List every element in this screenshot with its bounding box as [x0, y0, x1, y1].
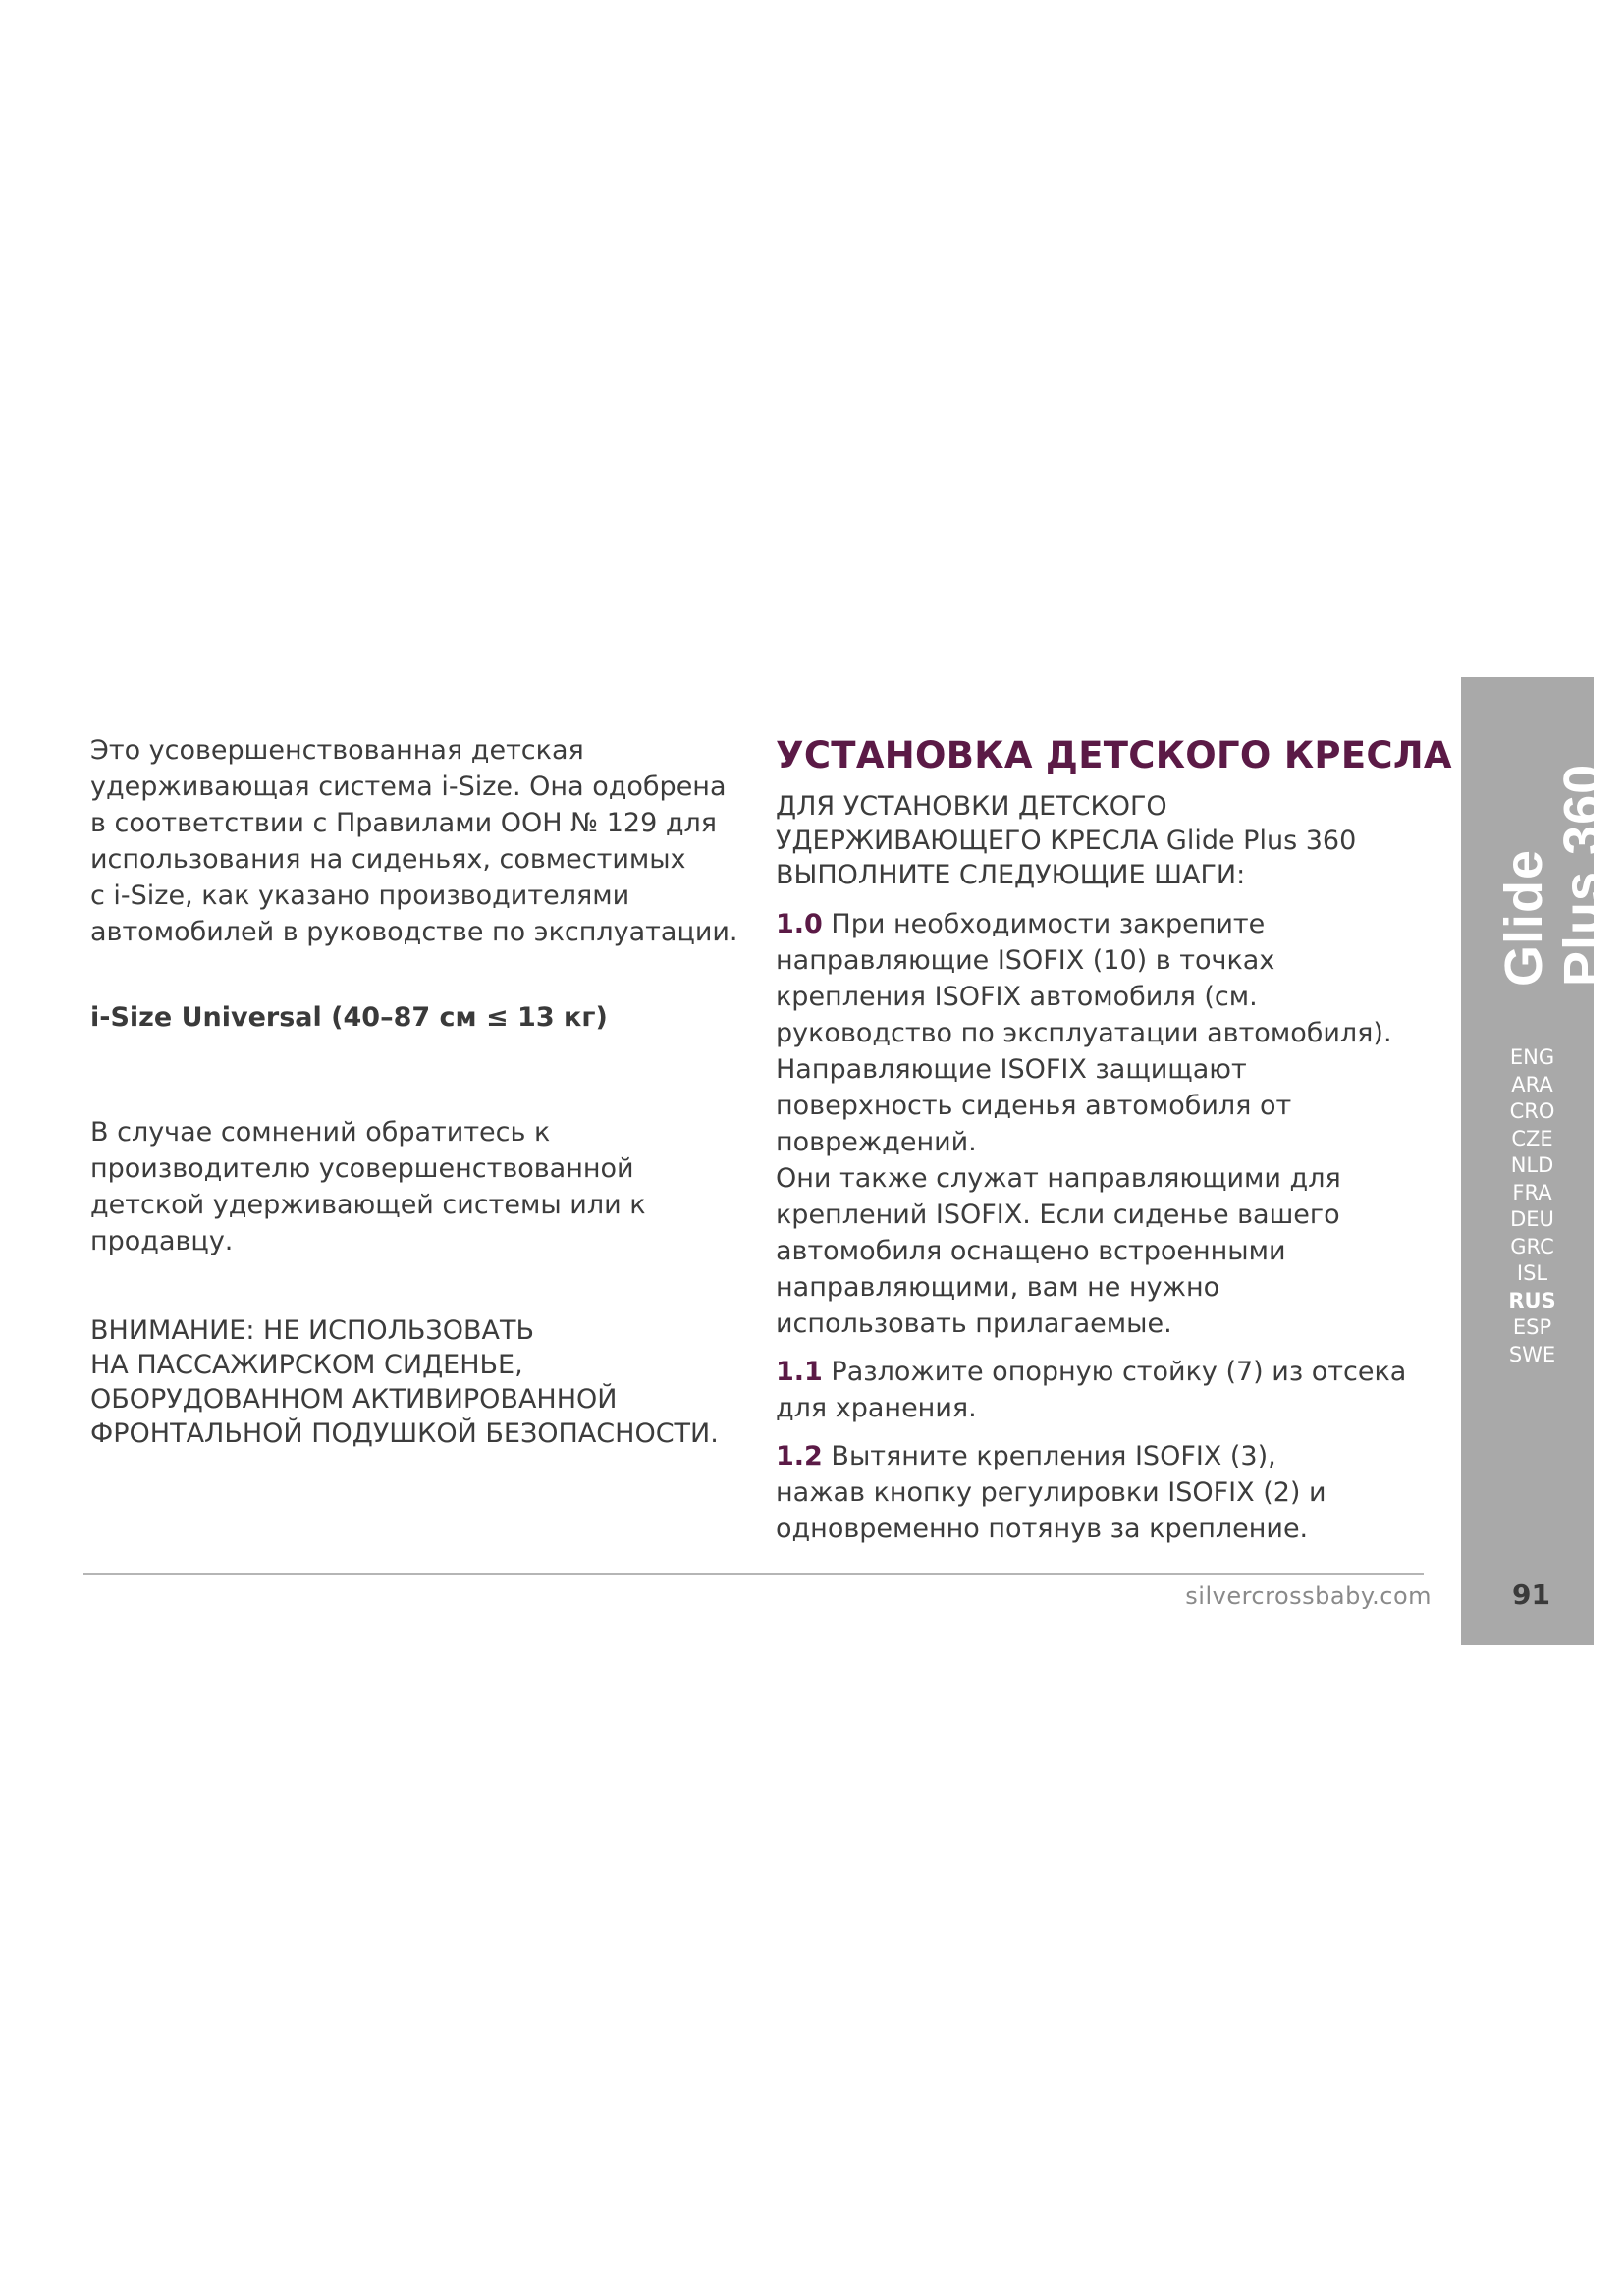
language-item-nld[interactable]: NLD [1510, 1153, 1554, 1177]
language-item-ara[interactable]: ARA [1511, 1072, 1553, 1096]
language-item-esp[interactable]: ESP [1512, 1315, 1552, 1339]
product-title-line-1: Glide [1494, 848, 1553, 987]
doubt-paragraph: В случае сомнений обратитесь к производителю усовершенствованной детской удерживающей системы или к продавцу. [90, 1117, 646, 1256]
language-list [1461, 1044, 1594, 1368]
product-title [1461, 677, 1612, 1001]
language-item-swe[interactable]: SWE [1508, 1342, 1556, 1366]
step-number: 1.1 [776, 1357, 823, 1387]
language-item-cro[interactable]: CRO [1509, 1099, 1555, 1123]
right-column [776, 732, 1452, 1559]
isize-universal-label: i-Size Universal (40–87 см ≤ 13 кг) [90, 1002, 608, 1033]
step-text: Разложите опорную стойку (7) из отсека для хранения. [776, 1357, 1407, 1423]
product-title-graphic [1461, 677, 1612, 1001]
step-number: 1.2 [776, 1441, 823, 1471]
language-item-eng[interactable]: ENG [1509, 1045, 1555, 1069]
section-subheading: ДЛЯ УСТАНОВКИ ДЕТСКОГО УДЕРЖИВАЮЩЕГО КРЕСЛА Glide Plus 360 ВЫПОЛНИТЕ СЛЕДУЮЩИЕ ШАГИ: [776, 791, 1357, 890]
website-url: silvercrossbaby.com [1185, 1582, 1432, 1610]
step-1-2 [776, 1438, 1424, 1547]
left-column [90, 732, 738, 1451]
language-item-deu[interactable]: DEU [1510, 1207, 1554, 1231]
language-side-tab [1461, 677, 1612, 1645]
intro-paragraph: Это усовершенствованная детская удерживающая система i-Size. Она одобрена в соответствии с Правилами ООН № 129 для использования на сиденьях, совместимых с i-Size, как указано производителями автомобилей в руководстве по эксплуатации. [90, 735, 738, 947]
airbag-warning: ВНИМАНИЕ: НЕ ИСПОЛЬЗОВАТЬ НА ПАССАЖИРСКОМ СИДЕНЬЕ, ОБОРУДОВАННОМ АКТИВИРОВАННОЙ ФРОНТАЛЬНОЙ ПОДУШКОЙ БЕЗОПАСНОСТИ. [90, 1315, 719, 1449]
language-item-rus[interactable]: RUS [1508, 1288, 1556, 1312]
step-number: 1.0 [776, 909, 823, 939]
page-number: 91 [1512, 1578, 1550, 1611]
language-item-cze[interactable]: CZE [1511, 1126, 1553, 1150]
language-item-fra[interactable]: FRA [1512, 1180, 1552, 1204]
step-1-1 [776, 1354, 1424, 1426]
step-1-0 [776, 906, 1424, 1342]
section-heading: УСТАНОВКА ДЕТСКОГО КРЕСЛА [776, 734, 1452, 776]
step-text: При необходимости закрепите направляющие ISOFIX (10) в точках крепления ISOFIX автомобиля (см. руководство по эксплуатации автомобиля). Направляющие ISOFIX защищают поверхность сиденья автомобиля от повреждений. Они также служат направляющими для креплений ISOFIX. Если сиденье вашего автомобиля оснащено встроенными направляющими, вам не нужно использовать прилагаемые. [776, 909, 1392, 1339]
step-text: Вытяните крепления ISOFIX (3), нажав кнопку регулировки ISOFIX (2) и одновременно потянув за крепление. [776, 1441, 1326, 1544]
product-title-line-2: Plus 360 [1553, 763, 1612, 987]
footer-divider [83, 1573, 1424, 1575]
language-item-grc[interactable]: GRC [1510, 1234, 1554, 1258]
language-item-isl[interactable]: ISL [1516, 1261, 1548, 1285]
